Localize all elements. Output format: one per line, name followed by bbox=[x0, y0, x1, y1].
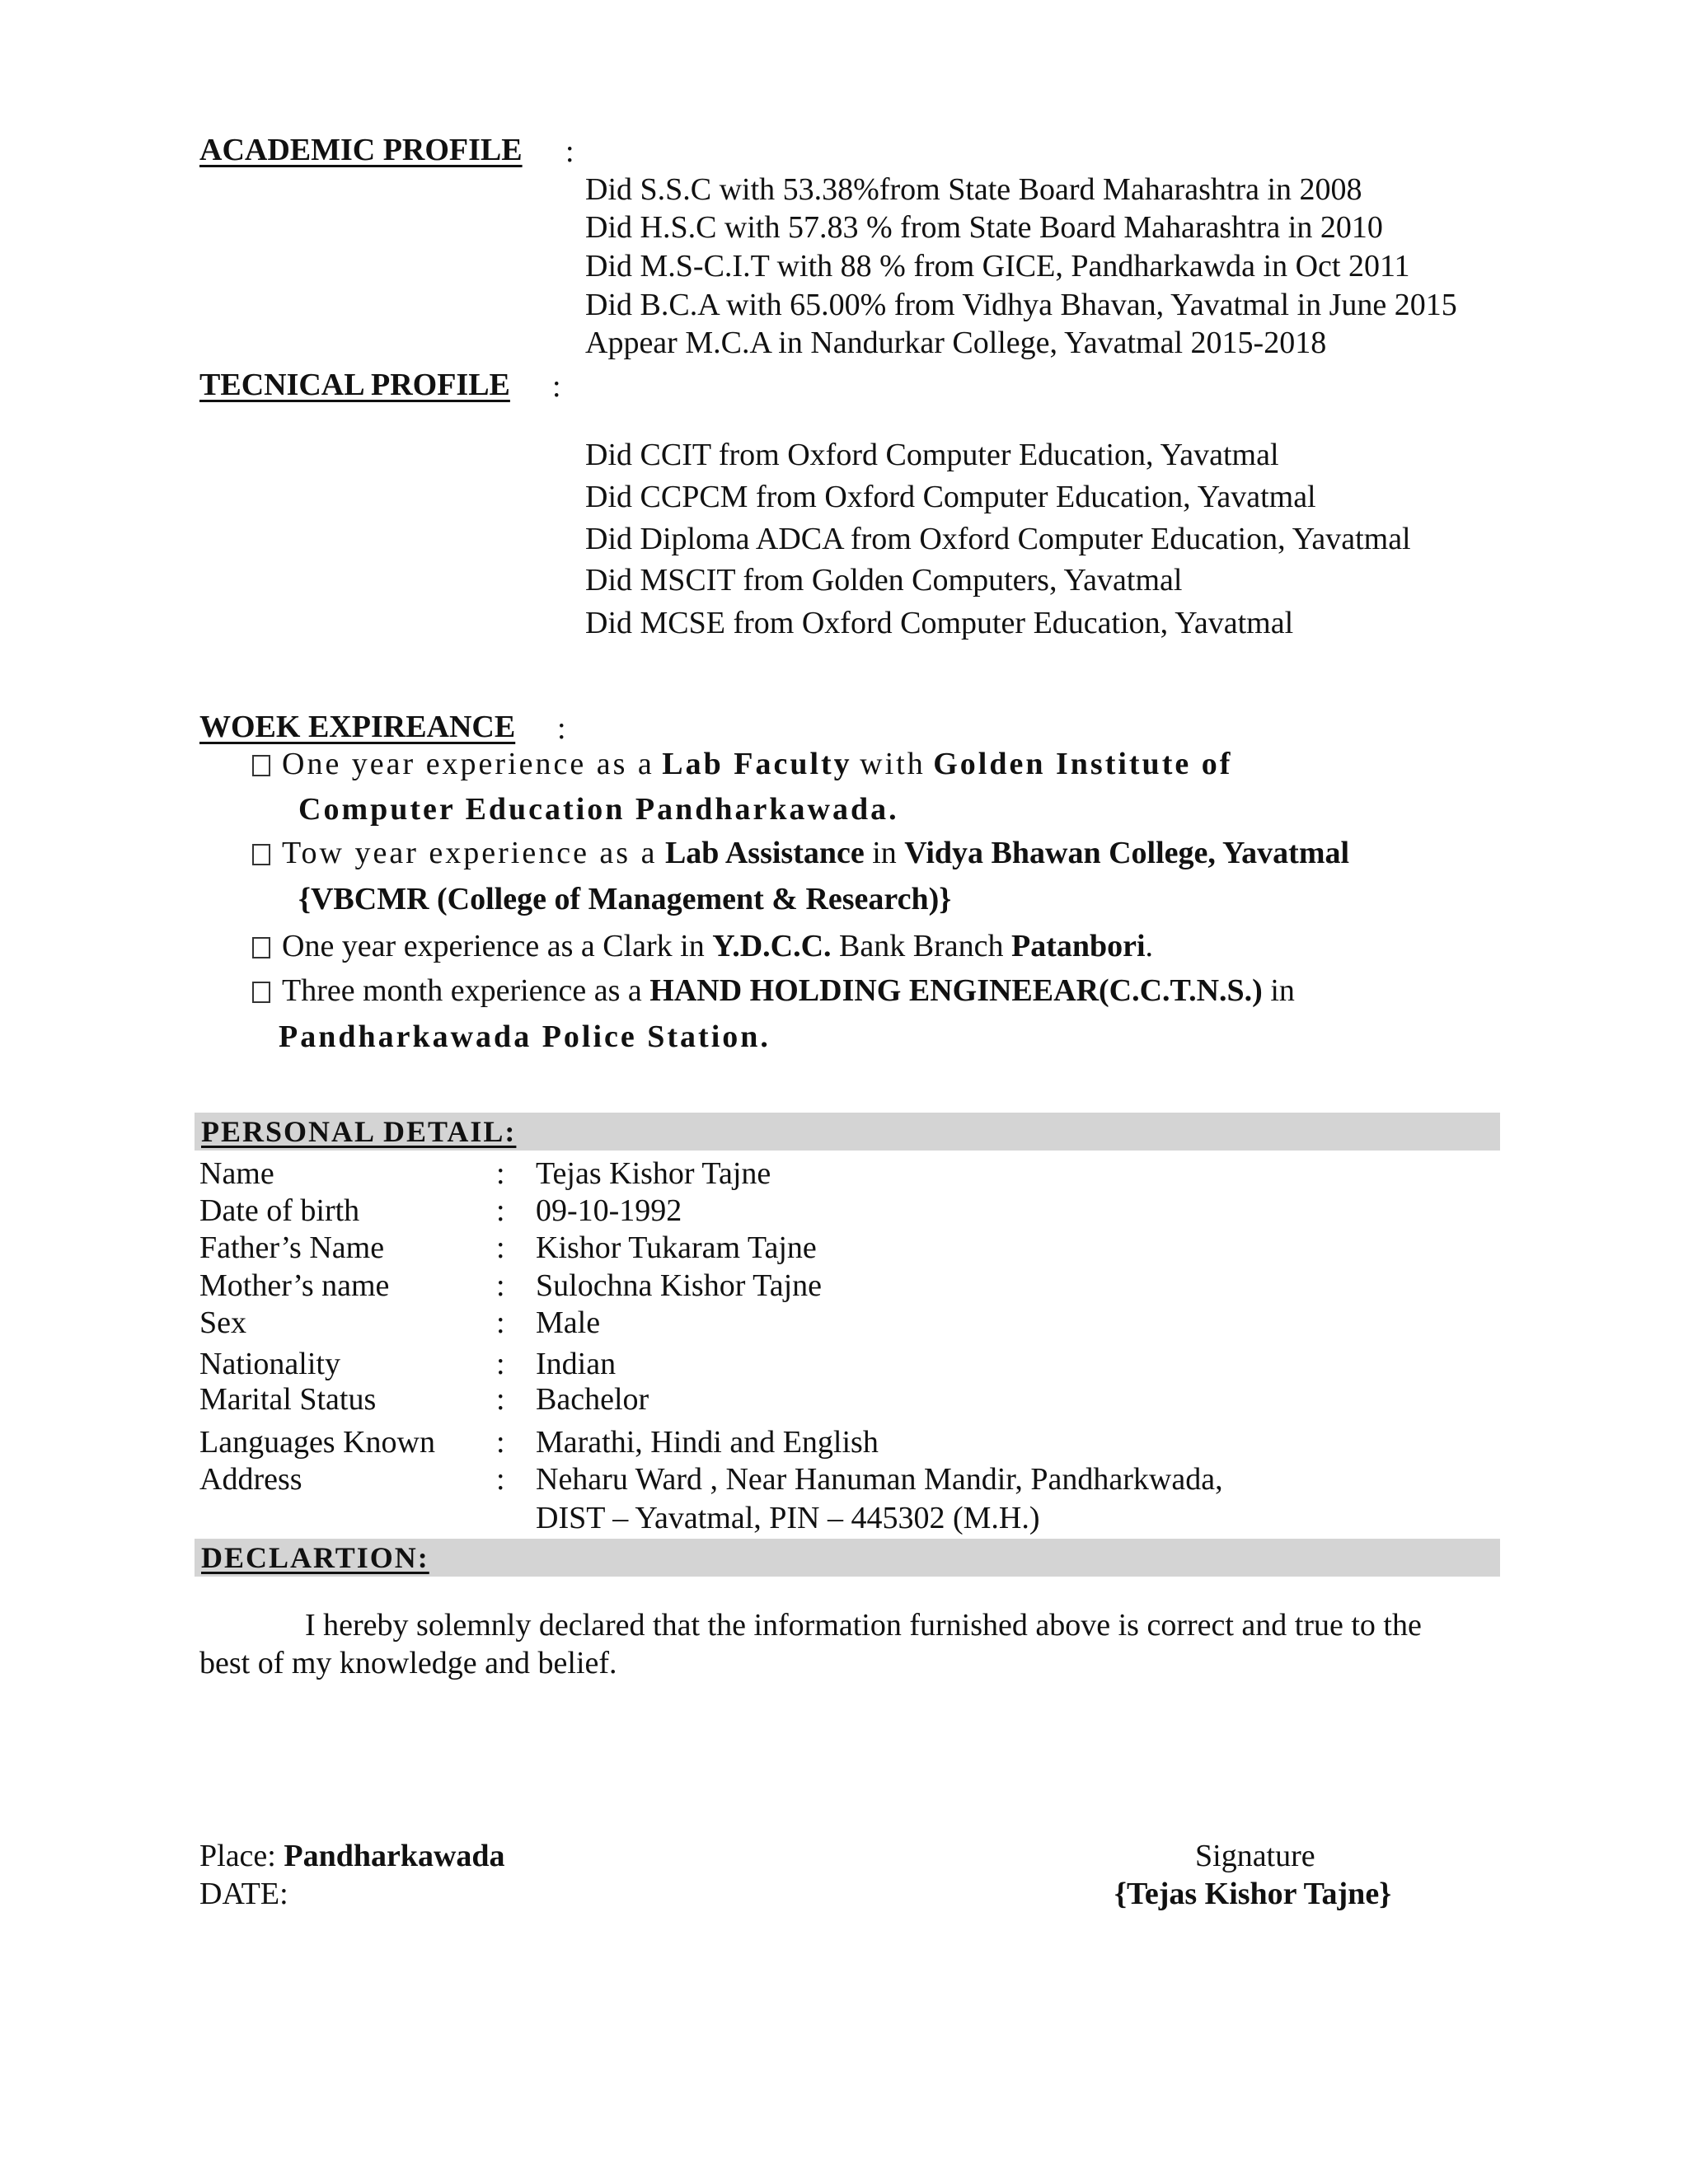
personal-colon: : bbox=[496, 1382, 505, 1417]
academic-item: Appear M.C.A in Nandurkar College, Yavatmal 2015-2018 bbox=[585, 326, 1327, 360]
work-item-3 bbox=[252, 928, 1153, 964]
work-heading: WOEK EXPIREANCE bbox=[199, 710, 516, 744]
declaration-heading: DECLARTION: bbox=[201, 1541, 429, 1574]
work-item-1-org-line2: Computer Education Pandharkawada. bbox=[298, 792, 899, 827]
personal-value: Indian bbox=[536, 1347, 617, 1381]
place-value: Pandharkawada bbox=[284, 1839, 505, 1873]
personal-label: Sex bbox=[199, 1305, 246, 1340]
date-label: DATE: bbox=[199, 1877, 288, 1911]
personal-row-marital bbox=[199, 1381, 1436, 1419]
personal-label: Name bbox=[199, 1156, 274, 1191]
technical-colon: : bbox=[552, 369, 561, 404]
place-line bbox=[199, 1838, 505, 1874]
declaration-line-1: I hereby solemnly declared that the information furnished above is correct and true to the bbox=[305, 1608, 1422, 1643]
technical-item: Did CCPCM from Oxford Computer Education, Yavatmal bbox=[585, 480, 1316, 514]
personal-value: Kishor Tukaram Tajne bbox=[536, 1230, 817, 1265]
personal-label: Languages Known bbox=[199, 1425, 435, 1460]
personal-colon: : bbox=[496, 1305, 505, 1340]
personal-colon: : bbox=[496, 1347, 505, 1381]
work-item-2-org: Vidya Bhawan College, Yavatmal bbox=[904, 836, 1350, 870]
signature-name: {Tejas Kishor Tajne} bbox=[1114, 1877, 1392, 1911]
academic-item: Did B.C.A with 65.00% from Vidhya Bhavan, Yavatmal in June 2015 bbox=[585, 288, 1457, 322]
work-item-2-org-line2: {VBCMR (College of Management & Research)} bbox=[298, 882, 952, 916]
work-item-1-prefix: One year experience as a bbox=[282, 747, 654, 781]
work-item-3-org: Y.D.C.C. bbox=[712, 929, 832, 963]
work-item-2 bbox=[252, 835, 1349, 871]
work-item-4-org-line2: Pandharkawada Police Station. bbox=[279, 1019, 771, 1054]
personal-colon: : bbox=[496, 1156, 505, 1191]
personal-value: Marathi, Hindi and English bbox=[536, 1425, 879, 1460]
personal-value: Tejas Kishor Tajne bbox=[536, 1156, 771, 1191]
declaration-line-2: best of my knowledge and belief. bbox=[199, 1646, 617, 1680]
personal-value: Male bbox=[536, 1305, 601, 1340]
work-item-4 bbox=[252, 972, 1295, 1009]
technical-item: Did MCSE from Oxford Computer Education, Yavatmal bbox=[585, 606, 1294, 640]
academic-colon: : bbox=[565, 134, 574, 169]
work-item-4-mid: in bbox=[1270, 973, 1295, 1008]
work-item-3-prefix: One year experience as a Clark in bbox=[282, 929, 705, 963]
work-item-1-role: Lab Faculty bbox=[662, 747, 852, 781]
work-item-4-prefix: Three month experience as a bbox=[282, 973, 642, 1008]
personal-value: Neharu Ward , Near Hanuman Mandir, Pandharkwada, bbox=[536, 1462, 1223, 1497]
work-item-1-org: Golden Institute of bbox=[933, 747, 1233, 781]
work-item-3-place: Patanbori bbox=[1010, 929, 1146, 963]
personal-row-nationality bbox=[199, 1346, 1436, 1384]
technical-item: Did Diploma ADCA from Oxford Computer Education, Yavatmal bbox=[585, 522, 1411, 556]
personal-row-languages bbox=[199, 1424, 1436, 1462]
personal-address-line2: DIST – Yavatmal, PIN – 445302 (M.H.) bbox=[536, 1501, 1040, 1535]
work-colon: : bbox=[557, 711, 566, 746]
place-label: Place: bbox=[199, 1839, 276, 1873]
signature-label: Signature bbox=[1195, 1839, 1315, 1873]
personal-value: Sulochna Kishor Tajne bbox=[536, 1268, 823, 1303]
personal-colon: : bbox=[496, 1268, 505, 1303]
work-item-2-prefix: Tow year experience as a bbox=[282, 836, 658, 870]
work-item-1-mid: with bbox=[860, 747, 926, 781]
checkbox-bullet-icon bbox=[252, 937, 270, 958]
personal-row-mother bbox=[199, 1268, 1436, 1305]
personal-value: 09-10-1992 bbox=[536, 1193, 682, 1228]
personal-row-address-line2 bbox=[199, 1500, 1436, 1538]
personal-row-dob bbox=[199, 1193, 1436, 1230]
work-item-2-role: Lab Assistance bbox=[664, 836, 865, 870]
academic-heading: ACADEMIC PROFILE bbox=[199, 133, 523, 167]
personal-label: Address bbox=[199, 1462, 302, 1497]
personal-row-name bbox=[199, 1155, 1436, 1193]
checkbox-bullet-icon bbox=[252, 755, 270, 776]
work-item-1 bbox=[252, 746, 1232, 782]
checkbox-bullet-icon bbox=[252, 982, 270, 1003]
personal-label: Marital Status bbox=[199, 1382, 377, 1417]
work-item-4-role: HAND HOLDING ENGINEEAR(C.C.T.N.S.) bbox=[649, 973, 1263, 1008]
personal-row-sex bbox=[199, 1305, 1436, 1343]
personal-value: Bachelor bbox=[536, 1382, 649, 1417]
work-item-3-end: . bbox=[1145, 929, 1154, 963]
work-item-3-mid: Bank Branch bbox=[839, 929, 1004, 963]
checkbox-bullet-icon bbox=[252, 844, 270, 865]
academic-item: Did S.S.C with 53.38%from State Board Maharashtra in 2008 bbox=[585, 172, 1362, 207]
technical-item: Did CCIT from Oxford Computer Education, Yavatmal bbox=[585, 438, 1279, 472]
personal-label: Mother’s name bbox=[199, 1268, 390, 1303]
work-item-2-mid: in bbox=[872, 836, 897, 870]
personal-label: Nationality bbox=[199, 1347, 340, 1381]
personal-colon: : bbox=[496, 1462, 505, 1497]
declaration-band bbox=[195, 1539, 1500, 1577]
personal-detail-heading: PERSONAL DETAIL: bbox=[201, 1115, 517, 1148]
personal-detail-band bbox=[195, 1113, 1500, 1151]
personal-colon: : bbox=[496, 1193, 505, 1228]
personal-label: Date of birth bbox=[199, 1193, 360, 1228]
academic-item: Did H.S.C with 57.83 % from State Board Maharashtra in 2010 bbox=[585, 210, 1383, 245]
personal-row-address bbox=[199, 1461, 1436, 1499]
technical-item: Did MSCIT from Golden Computers, Yavatmal bbox=[585, 563, 1183, 598]
personal-row-father bbox=[199, 1230, 1436, 1268]
academic-item: Did M.S-C.I.T with 88 % from GICE, Pandharkawda in Oct 2011 bbox=[585, 249, 1410, 284]
technical-heading: TECNICAL PROFILE bbox=[199, 368, 510, 402]
personal-label: Father’s Name bbox=[199, 1230, 385, 1265]
personal-colon: : bbox=[496, 1230, 505, 1265]
personal-colon: : bbox=[496, 1425, 505, 1460]
